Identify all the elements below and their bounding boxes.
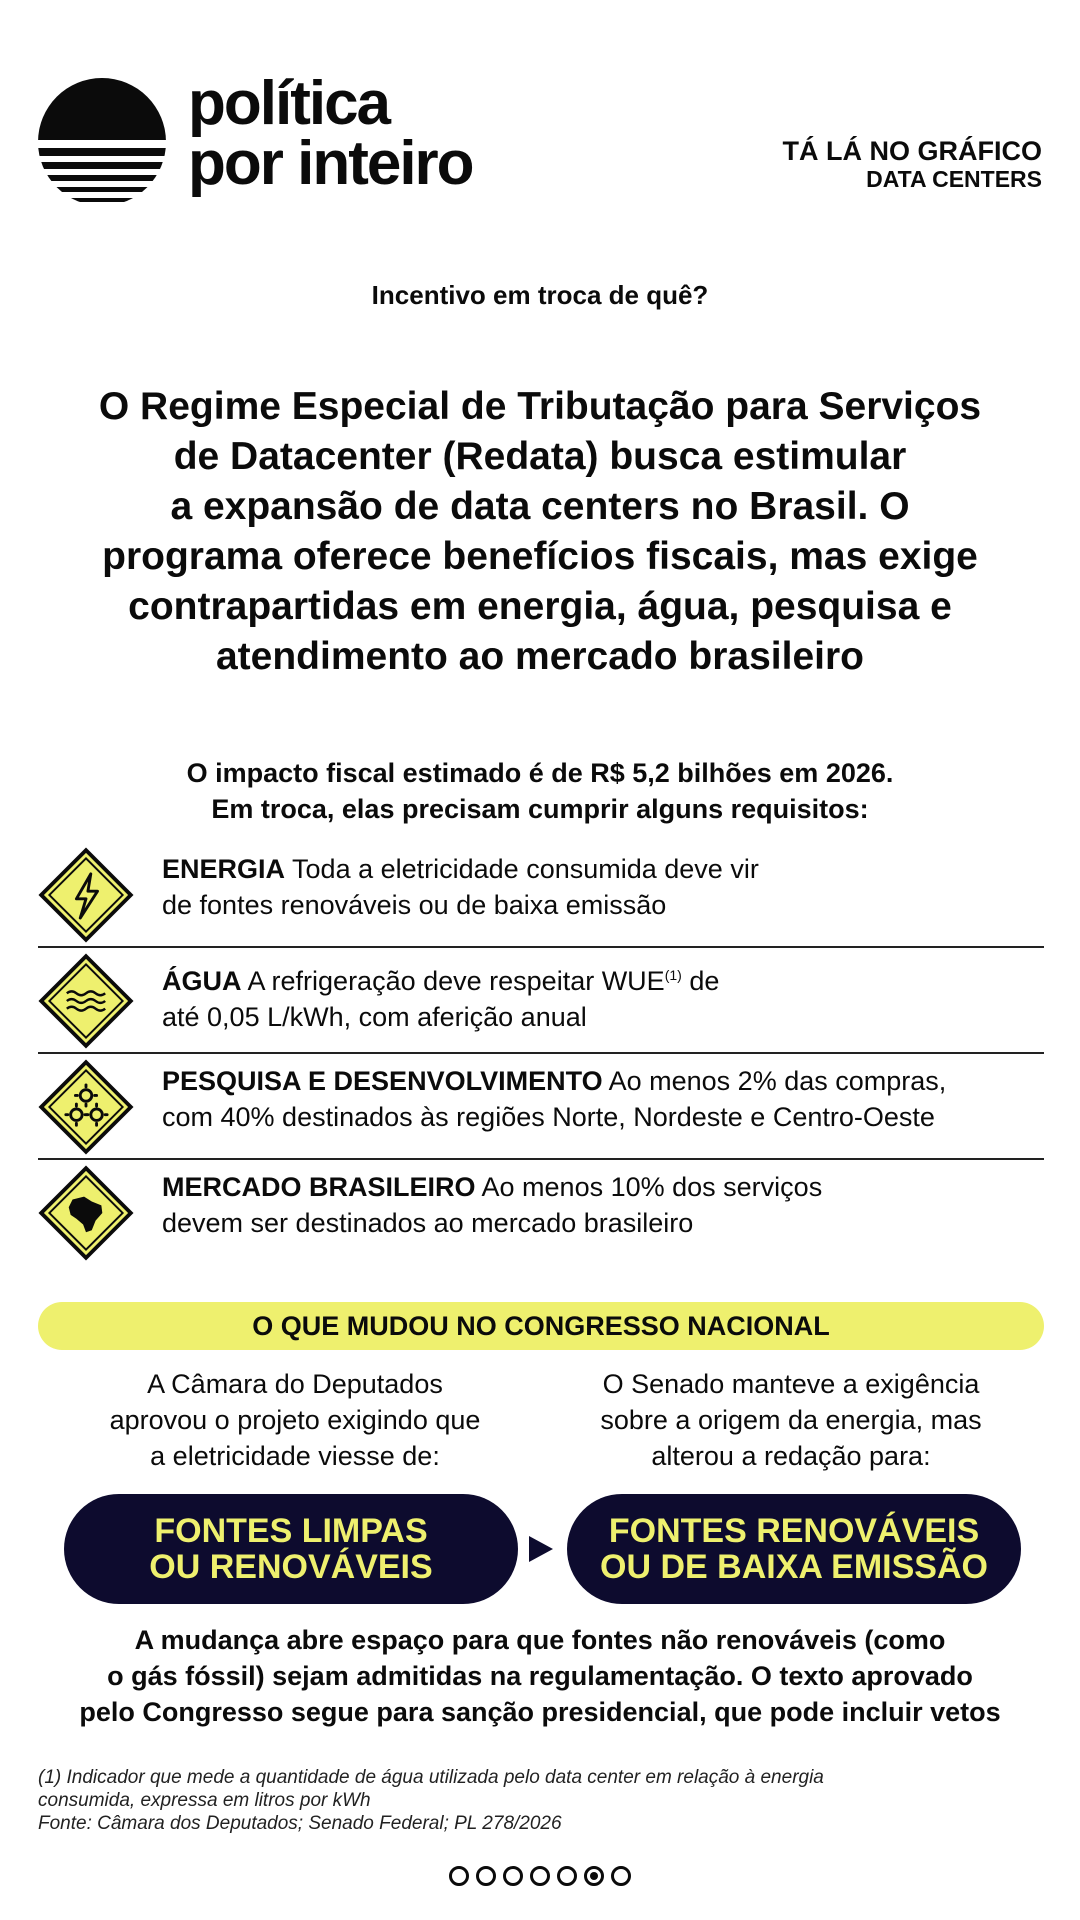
series-title: TÁ LÁ NO GRÁFICO [782, 136, 1042, 166]
pagination-dots [0, 1866, 1080, 1886]
requirement-market [38, 1161, 1044, 1261]
requirement-text: Ao menos 2% das compras, [602, 1066, 947, 1096]
requirement-text: até 0,05 L/kWh, com aferição anual [162, 1002, 587, 1032]
requirement-research [38, 1055, 1044, 1160]
senado-line: sobre a origem da energia, mas [600, 1405, 982, 1435]
lightning-sign-icon [38, 847, 134, 943]
pill-line: OU DE BAIXA EMISSÃO [600, 1548, 988, 1586]
lead-line: programa oferece benefícios fiscais, mas exige [102, 535, 978, 578]
intro-line: Em troca, elas precisam cumprir alguns requisitos: [211, 794, 869, 824]
brand-line-2: por inteiro [188, 129, 473, 198]
camara-line: aprovou o projeto exigindo que [109, 1405, 481, 1435]
senado-line: O Senado manteve a exigência [602, 1369, 980, 1399]
footnote-line: consumida, expressa em litros por kWh [38, 1790, 371, 1811]
page-dot[interactable] [476, 1866, 496, 1886]
conclusion-line: A mudança abre espaço para que fontes não renováveis (como [134, 1625, 946, 1655]
logo-sun-icon [38, 78, 166, 206]
footnote-line: (1) Indicador que mede a quantidade de água utilizada pelo data center em relação à energia [38, 1767, 824, 1788]
page-dot[interactable] [503, 1866, 523, 1886]
requirement-label: PESQUISA E DESENVOLVIMENTO [162, 1066, 603, 1096]
lead-line: O Regime Especial de Tributação para Serviços [98, 385, 982, 428]
page-dot[interactable] [557, 1866, 577, 1886]
conclusion-text [0, 1622, 1080, 1730]
lead-line: atendimento ao mercado brasileiro [215, 635, 864, 678]
requirement-label: MERCADO BRASILEIRO [162, 1172, 476, 1202]
requirement-text: Toda a eletricidade consumida deve vir [285, 854, 759, 884]
camara-wording-pill [64, 1494, 518, 1604]
divider [38, 946, 1044, 948]
section-band-title: O QUE MUDOU NO CONGRESSO NACIONAL [38, 1302, 1044, 1350]
source-line: Fonte: Câmara dos Deputados; Senado Federal; PL 278/2026 [38, 1813, 562, 1834]
page-dot[interactable] [611, 1866, 631, 1886]
requirement-text: de [681, 966, 720, 996]
conclusion-line: o gás fóssil) sejam admitidas na regulamentação. O texto aprovado [107, 1661, 973, 1691]
pill-line: FONTES LIMPAS [154, 1512, 428, 1550]
divider [38, 1052, 1044, 1054]
senado-line: alterou a redação para: [651, 1441, 931, 1471]
pill-line: FONTES RENOVÁVEIS [608, 1512, 980, 1550]
requirement-text: A refrigeração deve respeitar WUE [241, 966, 665, 996]
camara-line: a eletricidade viesse de: [150, 1441, 440, 1471]
brazil-map-sign-icon [38, 1165, 134, 1261]
camara-line: A Câmara do Deputados [147, 1369, 443, 1399]
intro-line: O impacto fiscal estimado é de R$ 5,2 bilhões em 2026. [186, 758, 894, 788]
kicker: Incentivo em troca de quê? [371, 280, 709, 310]
arrow-right-icon [529, 1536, 553, 1562]
lead-paragraph [30, 382, 1050, 682]
intro-text [0, 755, 1080, 827]
conclusion-line: pelo Congresso segue para sanção presidencial, que pode incluir vetos [79, 1697, 1001, 1727]
footnote [38, 1766, 1048, 1835]
series-label [783, 136, 1042, 192]
senado-text [556, 1366, 1026, 1474]
water-sign-icon [38, 953, 134, 1049]
requirement-text: com 40% destinados às regiões Norte, Nordeste e Centro-Oeste [162, 1102, 935, 1132]
requirement-text: Ao menos 10% dos serviços [475, 1172, 823, 1202]
brand-logo [188, 69, 473, 198]
pill-line: OU RENOVÁVEIS [149, 1548, 433, 1586]
gears-sign-icon [38, 1059, 134, 1155]
lead-line: contrapartidas em energia, água, pesquisa e [128, 585, 952, 628]
brand-line-1: política [188, 69, 390, 138]
lead-line: de Datacenter (Redata) busca estimular [173, 435, 907, 478]
page-dot[interactable] [449, 1866, 469, 1886]
divider [38, 1158, 1044, 1160]
series-subtitle: DATA CENTERS [866, 166, 1042, 192]
requirement-water [38, 949, 1044, 1054]
camara-text [60, 1366, 530, 1474]
page-dot[interactable] [584, 1866, 604, 1886]
senado-wording-pill [567, 1494, 1021, 1604]
footnote-marker: (1) [664, 967, 682, 983]
requirement-text: de fontes renováveis ou de baixa emissão [162, 890, 667, 920]
lead-line: a expansão de data centers no Brasil. O [170, 485, 910, 528]
requirement-text: devem ser destinados ao mercado brasileiro [162, 1208, 694, 1238]
requirement-energy [38, 843, 1044, 948]
requirement-label: ÁGUA [162, 966, 242, 996]
page-dot[interactable] [530, 1866, 550, 1886]
requirement-label: ENERGIA [162, 854, 286, 884]
